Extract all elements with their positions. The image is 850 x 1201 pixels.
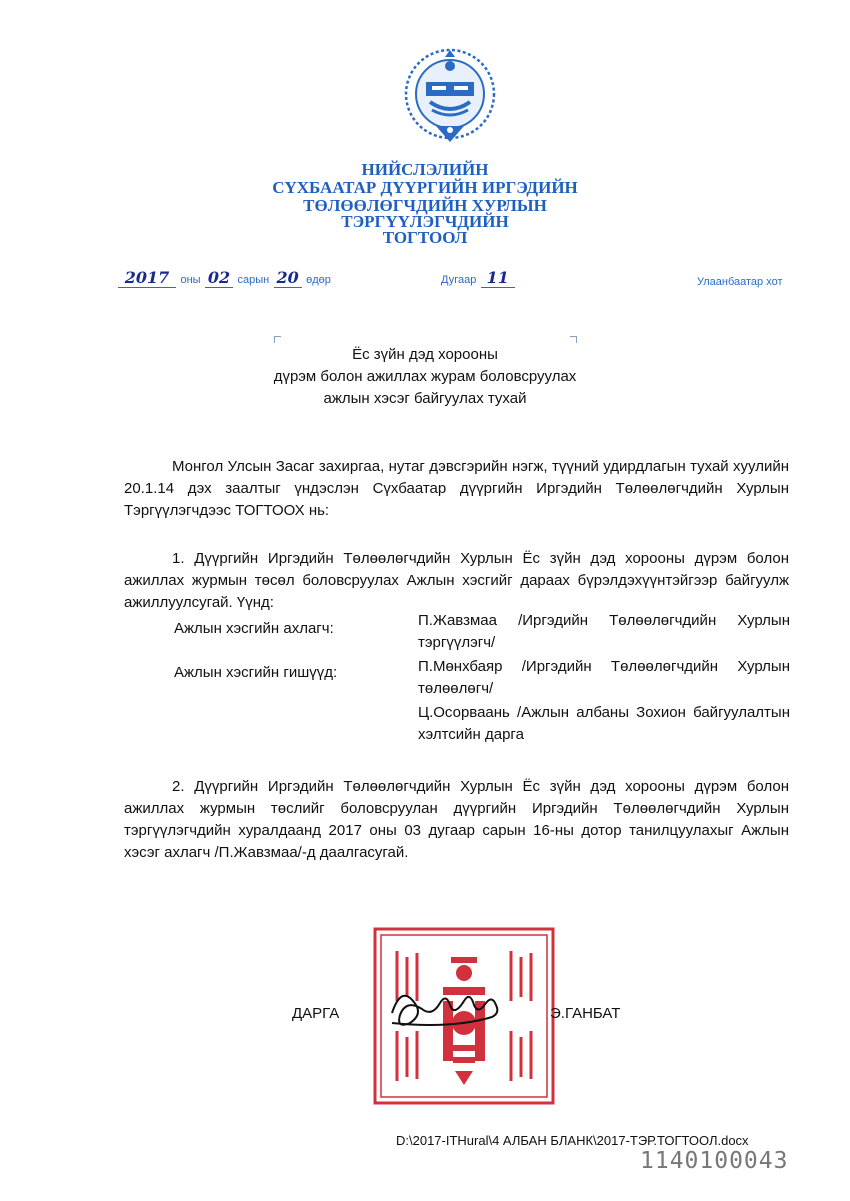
number-line (441, 268, 515, 288)
member-2: Ц.Осорваань /Ажлын албаны Зохион байгуулалтын хэлтсийн дарга (418, 704, 790, 743)
state-emblem (402, 44, 498, 148)
org-line-3: ТӨЛӨӨЛӨГЧДИЙН ХУРЛЫН (303, 196, 547, 215)
member-leader: П.Жавзмаа /Иргэдийн Төлөөлөгчдийн Хурлын тэргүүлэгч/ (418, 612, 790, 651)
member-role-leader: Ажлын хэсгийн ахлагч: (174, 620, 334, 637)
date-line (118, 268, 331, 288)
member-1: П.Мөнхбаяр /Иргэдийн Төлөөлөгчдийн Хурлын төлөөлөгч/ (418, 658, 790, 697)
signature-title: ДАРГА (292, 1005, 340, 1022)
file-path: D:\2017-ITHural\4 АЛБАН БЛАНК\2017-ТЭР.ТОГТООЛ.docx (396, 1133, 749, 1148)
title-corner-left (274, 336, 281, 343)
date-year-label: оны (180, 274, 201, 286)
title-line-2: дүрэм болон ажиллах журам боловсруулах (273, 368, 577, 385)
date-day-label: өдөр (306, 274, 331, 286)
title-line-3: ажлын хэсэг байгуулах тухай (323, 390, 527, 407)
org-line-2: СҮХБААТАР ДҮҮРГИЙН ИРГЭДИЙН (272, 178, 578, 197)
member-role-members: Ажлын хэсгийн гишүүд: (174, 664, 338, 681)
barcode-number: 1140100043 (640, 1148, 789, 1174)
number-label: Дугаар (441, 274, 477, 286)
item-2-paragraph: 2. Дүүргийн Иргэдийн Төлөөлөгчдийн Хурлын Ёс зүйн дэд хорооны дүрэм болон ажиллах журмын төслийг боловсруулан дүүргийн Иргэдийн Төлөөлөгчдийн Хурлын тэргүүлэгчдийн хуралдаанд 2017 оны 03 дугаар сарын 16-ны дотор танилцуулахыг Ажлын хэсэг ахлагч /П.Жавзмаа/-д даалгасугай. (124, 778, 789, 861)
title-line-1: Ёс зүйн дэд хорооны (352, 346, 498, 363)
date-month: 02 (205, 268, 233, 288)
title-corner-right (570, 336, 577, 343)
org-line-1: НИЙСЛЭЛИЙН (361, 160, 489, 179)
item-1-paragraph: 1. Дүүргийн Иргэдийн Төлөөлөгчдийн Хурлын Ёс зүйн дэд хорооны дүрэм болон ажиллах журмын төсөл боловсруулах Ажлын хэсгийг дараах бүрэлдэхүүнтэйгээр байгуулж ажиллуулсугай. Үүнд: (124, 550, 789, 611)
city: Улаанбаатар хот (697, 276, 783, 288)
org-line-5: ТОГТООЛ (382, 228, 468, 247)
handwritten-signature (382, 975, 542, 1035)
document-number: 11 (481, 268, 515, 288)
date-year: 2017 (118, 268, 176, 288)
signature-name: Э.ГАНБАТ (550, 1005, 621, 1022)
org-line-4: ТЭРГҮҮЛЭГЧДИЙН (341, 212, 509, 231)
intro-paragraph: Монгол Улсын Засаг захиргаа, нутаг дэвсгэрийн нэгж, түүний удирдлагын тухай хуулийн 20.1.14 дэх заалтыг үндэслэн Сүхбаатар дүүргийн Иргэдийн Төлөөлөгчдийн Хурлын Тэргүүлэгчдээс ТОГТООХ нь: (124, 458, 789, 519)
date-day: 20 (274, 268, 302, 288)
date-month-label: сарын (237, 274, 270, 286)
